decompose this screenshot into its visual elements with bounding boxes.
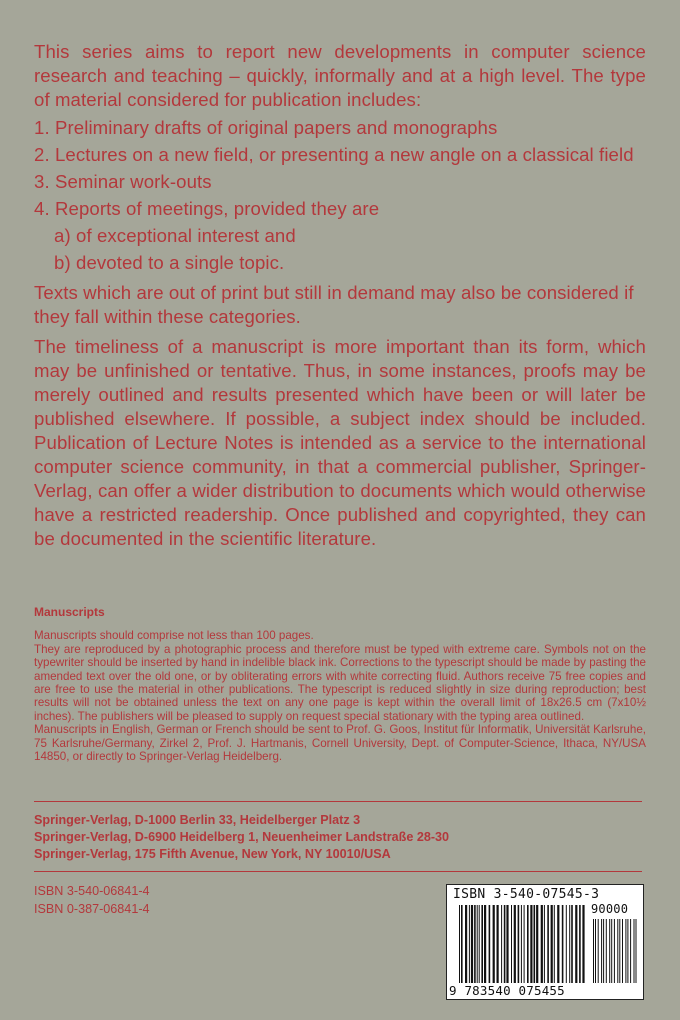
barcode-bar (579, 905, 581, 983)
barcode-bar (575, 905, 577, 983)
barcode-bar (562, 905, 564, 983)
barcode-bar (536, 905, 538, 983)
divider (34, 871, 642, 872)
barcode-bar (630, 919, 631, 983)
series-description (34, 40, 646, 551)
barcode-bar (501, 905, 502, 983)
barcode-addon-digits: 90000 (591, 902, 629, 916)
barcode-bar (534, 905, 536, 983)
manuscripts-section (34, 606, 646, 763)
barcode-bar (465, 905, 467, 983)
barcode-bar (504, 905, 506, 983)
barcode-bar (497, 905, 499, 983)
barcode-bar (481, 905, 483, 983)
barcode-bar (459, 905, 460, 983)
barcode-bar (614, 919, 615, 983)
isbn-us: ISBN 0-387-06841-4 (34, 902, 150, 916)
barcode-bar (479, 905, 480, 983)
barcode-bar (625, 919, 626, 983)
barcode-bar (566, 905, 567, 983)
barcode-bar (541, 905, 543, 983)
barcode-bar (489, 905, 491, 983)
address-berlin: Springer-Verlag, D-1000 Berlin 33, Heidelberger Platz 3 (34, 813, 361, 827)
list-item: 2. Lectures on a new field, or presenting a new angle on a classical field (34, 144, 634, 165)
barcode-bar (527, 905, 529, 983)
barcode-bar (569, 905, 570, 983)
barcode-bar (609, 919, 610, 983)
barcode-bar (530, 905, 532, 983)
divider (34, 801, 642, 802)
address-heidelberg: Springer-Verlag, D-6900 Heidelberg 1, Neuenheimer Landstraße 28-30 (34, 830, 450, 844)
barcode-bar (601, 919, 602, 983)
barcode-bar (582, 905, 584, 983)
barcode-bar (544, 905, 545, 983)
list-subitem: b) devoted to a single topic. (54, 252, 285, 273)
barcode-bar (514, 905, 516, 983)
barcode-bar (595, 919, 596, 983)
barcode-bar (493, 905, 495, 983)
barcode-bar (619, 919, 620, 983)
list-item: 4. Reports of meetings, provided they are (34, 198, 380, 219)
intro-paragraph: This series aims to report new developments in computer science research and teaching – quickly, informally and at a high level. The type of material considered for publication includes: (34, 41, 646, 110)
manuscripts-length: Manuscripts should comprise not less than 100 pages. (34, 629, 314, 643)
barcode-bar (598, 919, 599, 983)
material-list (34, 116, 646, 275)
publisher-addresses (34, 812, 646, 863)
barcode-bar (622, 919, 623, 983)
barcode-bar (557, 905, 559, 983)
barcode-bar (474, 905, 476, 983)
barcode-bar (634, 919, 635, 983)
manuscripts-submission: Manuscripts in English, German or French should be sent to Prof. G. Goos, Institut für Informatik, Universität Karlsruhe, 75 Karlsruhe/Germany, Zirkel 2, Prof. J. Hartmanis, Cornell University, Dept. of Computer-Science, Ithaca, NY/USA 14850, or directly to Springer-Verlag Heidelberg. (34, 723, 646, 764)
barcode-bar (611, 919, 612, 983)
barcode-bar (636, 919, 637, 983)
barcode-bar (617, 919, 618, 983)
barcode-bar (506, 905, 508, 983)
barcode-bar (524, 905, 525, 983)
timeliness-paragraph: The timeliness of a manuscript is more important than its form, which may be unfinished or tentative. Thus, in some instances, proofs may be merely outlined and results presented which have been or will later be published elsewhere. If possible, a subject index should be included. Publication of Lecture Notes is intended as a service to the international computer science community, in that a commercial publisher, Springer-Verlag, can offer a wider distribution to documents which would otherwise have a restricted readership. Once published and copyrighted, they can be documented in the scientific literature. (34, 336, 646, 549)
barcode-bar (484, 905, 486, 983)
barcode-label (446, 884, 644, 1000)
barcode-bar (521, 905, 522, 983)
manuscripts-heading: Manuscripts (34, 605, 105, 619)
barcode-bar (606, 919, 607, 983)
out-of-print-paragraph: Texts which are out of print but still in demand may also be considered if they fall within these categories. (34, 282, 634, 327)
address-new-york: Springer-Verlag, 175 Fifth Avenue, New York, NY 10010/USA (34, 847, 391, 861)
list-item: 1. Preliminary drafts of original papers and monographs (34, 117, 498, 138)
barcode-digits: 9 783540 075455 (449, 983, 565, 998)
barcode-bar (518, 905, 520, 983)
barcode-bar (471, 905, 473, 983)
barcode-bar (551, 905, 553, 983)
barcode-bar (461, 905, 463, 983)
manuscripts-typing-rules: They are reproduced by a photographic process and therefore must be typed with extreme care. Symbols not on the typewriter should be inserted by hand in indelible black ink. Corrections to the typescript should be made by pasting the amended text over the old one, or by obliterating errors with white correcting fluid. Authors receive 75 free copies and are free to use the material in other publications. The typescript is reduced slightly in size during reproduction; best results will not be obtained unless the text on any one page is kept within the overall limit of 18x26.5 cm (7x10½ inches). The publishers will be pleased to supply on request special stationary with the typing area outlined. (34, 642, 646, 723)
isbn-german: ISBN 3-540-06841-4 (34, 884, 150, 898)
list-item: 3. Seminar work-outs (34, 171, 212, 192)
barcode-bar (511, 905, 512, 983)
barcode-bar (477, 905, 478, 983)
barcode-bar (469, 905, 470, 983)
barcode-bar (593, 919, 594, 983)
barcode-bar (627, 919, 628, 983)
barcode-bar (571, 905, 573, 983)
barcode-isbn: ISBN 3-540-07545-3 (453, 887, 600, 902)
barcode-bar (547, 905, 549, 983)
barcode-bar (603, 919, 604, 983)
isbn-list (34, 882, 150, 918)
barcode-bar (554, 905, 555, 983)
list-subitem: a) of exceptional interest and (54, 225, 296, 246)
